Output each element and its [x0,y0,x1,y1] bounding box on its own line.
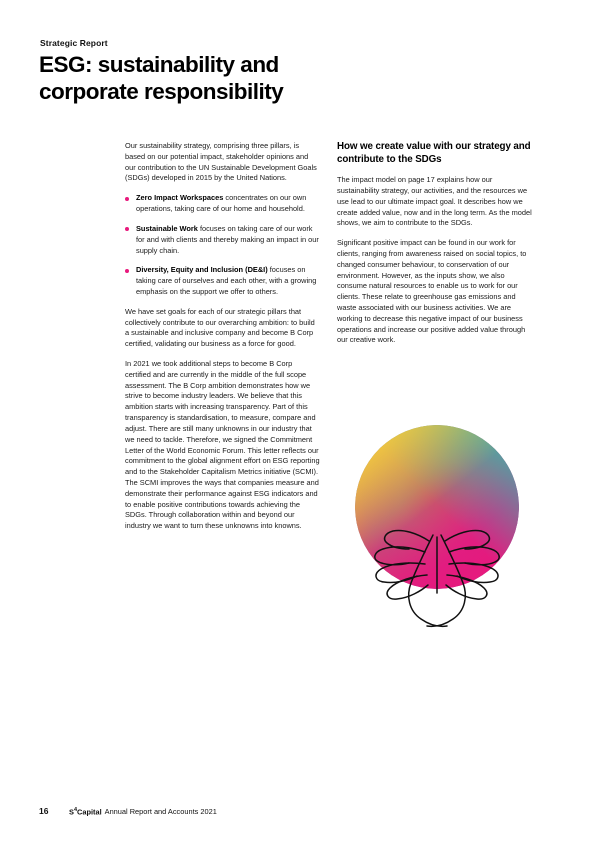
left-column [125,141,320,541]
list-item [125,193,320,215]
pillar-body-text: focuses on taking care of our work for and with clients and thereby making an impact in our supply chain. [136,223,319,255]
list-item [125,224,320,256]
brand-name [69,807,102,816]
brand-name-letter: S [69,807,74,816]
bullet-dot-icon [125,269,129,273]
page-footer [39,806,559,816]
left-paragraph-2: We have set goals for each of our strategic pillars that collectively contribute to our overarching ambition: to build a sustainable and inclusive company and become B Corp certified, validating our business as a force for good. [125,306,315,349]
pillar-body-text: focuses on taking care of ourselves and each other, with a growing emphasis on the support we offer to others. [136,265,317,296]
pillar-lead-label: Sustainable Work [136,223,198,233]
hands-holding-sdg-sphere-illustration [337,415,537,645]
bullet-dot-icon [125,227,129,231]
brand-name-superscript: 4 [73,806,77,813]
pillar-lead-label: Zero Impact Workspaces [136,193,224,203]
section-eyebrow: Strategic Report [40,38,108,48]
left-intro-paragraph: Our sustainability strategy, comprising three pillars, is based on our potential impact, stakeholder opinions and our contribution to the UN Sustainable Development Goals (SDGs) developed in 2015 by the United Nations. [125,141,317,183]
right-column [337,141,532,355]
bullet-dot-icon [125,197,129,201]
sdg-sphere-graphic [337,415,537,645]
pillar-lead-label: Diversity, Equity and Inclusion (DE&I) [136,265,268,275]
right-paragraph-1: The impact model on page 17 explains how our sustainability strategy, our activities, and the resources we use lead to our ultimate impact goal. It describes how we create added value, now and in the long term. As the model shows, we aim to contribute to the SDGs. [337,175,532,228]
brand-name-rest: Capital [77,807,102,816]
list-item [125,265,320,297]
page-title [39,52,459,105]
right-column-heading: How we create value with our strategy and contribute to the SDGs [337,141,531,165]
right-paragraph-2: Significant positive impact can be found in our work for clients, ranging from awareness raised on social topics, to changed consumer behaviour, to conservation of our environment. However, as the inputs show, we also consume natural resources to enable us to work for our clients. These relate to greenhouse gas emissions and waste associated with our business activities. We are working to decrease this negative impact of our business operations and increase our positive added value through our creative work. [337,238,527,345]
strategy-pillars-list [125,193,320,298]
page-title-line-2: corporate responsibility [39,78,284,104]
footer-fine-print: Annual Report and Accounts 2021 [104,807,217,816]
pillar-body-text: concentrates on our own operations, taking care of our home and household. [136,193,307,214]
page-title-line-1: ESG: sustainability and [39,52,279,77]
page-number: 16 [39,806,49,816]
left-paragraph-3: In 2021 we took additional steps to become B Corp certified and are currently in the middle of the full scope assessment. The B Corp ambition demonstrates how we strive to become industry leaders. We believe that this ambition starts with increasing transparency. Part of this transparency is standardisation, to measure, compare and adjust. There are still many unknowns in our industry that we need to tackle. Therefore, we signed the Commitment Letter of the World Economic Forum. This letter reflects our commitment to the global alignment effort on ESG reporting and to the Stakeholder Capitalism Metrics initiative (SCMI). The SCMI improves the ways that companies measure and demonstrate their performance against ESG indicators and to enable positive contributions towards achieving the SDGs. Through collaboration within and beyond our industry we want to turn these unknowns into knowns. [125,359,320,531]
